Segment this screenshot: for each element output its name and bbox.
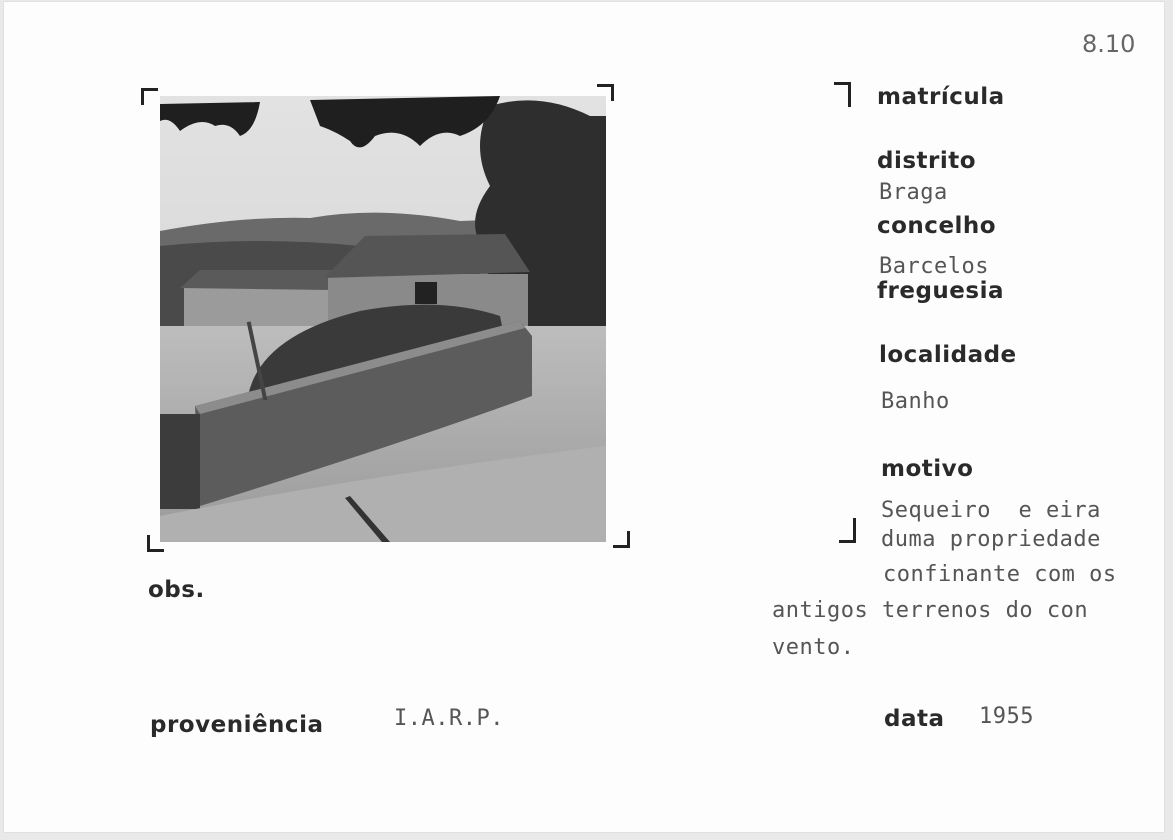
value-concelho: Barcelos <box>879 254 989 279</box>
value-motivo-line-5: vento. <box>772 635 855 660</box>
value-motivo-line-2: duma propriedade <box>881 527 1101 552</box>
label-motivo: motivo <box>881 456 974 482</box>
label-freguesia: freguesia <box>877 278 1004 304</box>
crop-mark-bottom-right <box>613 531 630 548</box>
value-distrito: Braga <box>879 180 948 205</box>
photo-image <box>160 96 606 542</box>
value-motivo-line-1: Sequeiro e eira <box>881 498 1101 523</box>
field-bracket-top <box>834 82 851 107</box>
label-localidade: localidade <box>879 342 1017 368</box>
value-proveniencia: I.A.R.P. <box>394 706 504 731</box>
value-motivo-line-4: antigos terrenos do con <box>772 598 1089 623</box>
label-matricula: matrícula <box>877 84 1005 110</box>
label-concelho: concelho <box>877 213 997 239</box>
reference-number: 8.10 <box>1082 30 1136 58</box>
field-bracket-bottom <box>839 518 856 543</box>
label-proveniencia: proveniência <box>150 712 324 738</box>
label-obs: obs. <box>148 577 205 603</box>
value-motivo-line-3: confinante com os <box>883 562 1117 587</box>
label-distrito: distrito <box>877 148 977 174</box>
photograph <box>160 96 606 542</box>
label-data: data <box>884 706 945 732</box>
value-data: 1955 <box>979 704 1034 729</box>
crop-mark-top-left <box>141 88 158 105</box>
record-card <box>4 2 1164 832</box>
value-localidade: Banho <box>881 389 950 414</box>
